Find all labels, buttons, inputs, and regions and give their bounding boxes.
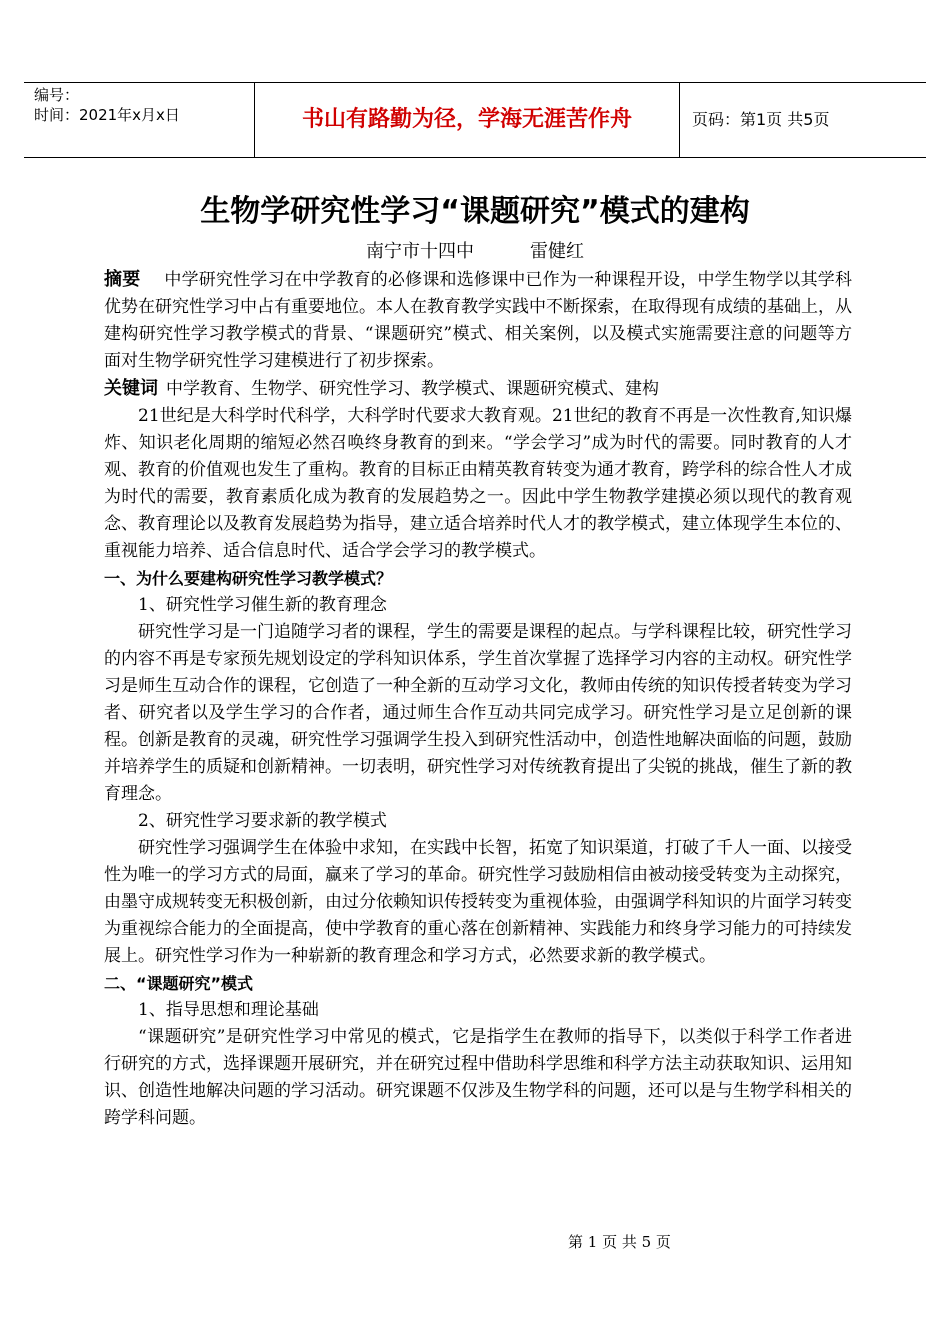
subsection-2-1-paragraph: “课题研究”是研究性学习中常见的模式，它是指学生在教师的指导下，以类似于科学工作者进行研究的方式，选择课题开展研究，并在研究过程中借助科学思维和科学方法主动获取知识、运用知识、创造性地解决问题的学习活动。研究课题不仅涉及生物学科的问题，还可以是与生物学科相关的跨学科问题。 — [104, 1027, 852, 1128]
abstract-paragraph — [104, 266, 852, 375]
section-2-heading: 二、“课题研究”模式 — [104, 974, 254, 993]
article-body — [104, 266, 852, 1132]
subsection-2-1-heading: 1、指导思想和理论基础 — [138, 1000, 319, 1020]
header-page-info: 页码：第1页 共5页 — [692, 110, 830, 129]
author-name: 雷健红 — [530, 241, 584, 262]
subsection-1-2-heading: 2、研究性学习要求新的教学模式 — [138, 811, 387, 831]
document-number-label: 编号： — [34, 86, 80, 104]
abstract-text: 中学研究性学习在中学教育的必修课和选修课中已作为一种课程开设，中学生物学以其学科优势在研究性学习中占有重要地位。本人在教育教学实践中不断探索，在取得现有成绩的基础上，从建构研究性学习教学模式的背景、“课题研究”模式、相关案例，以及模式实施需要注意的问题等方面对生物学研究性学习建模进行了初步探索。 — [104, 270, 852, 371]
section-1-heading: 一、为什么要建构研究性学习教学模式？ — [104, 569, 393, 588]
keywords-paragraph — [104, 375, 852, 403]
abstract-label: 摘要 — [104, 269, 141, 290]
document-time-label: 时间：2021年x月x日 — [34, 106, 180, 124]
document-header — [24, 82, 926, 158]
intro-paragraph: 21世纪是大科学时代科学，大科学时代要求大教育观。21世纪的教育不再是一次性教育,知识爆炸、知识老化周期的缩短必然召唤终身教育的到来。“学会学习”成为时代的需要。同时教育的人才观、教育的价值观也发生了重构。教育的目标正由精英教育转变为通才教育，跨学科的综合性人才成为时代的需要，教育素质化成为教育的发展趋势之一。因此中学生物教学建摸必须以现代的教育观念、教育理论以及教育发展趋势为指导，建立适合培养时代人才的教学模式，建立体现学生本位的、重视能力培养、适合信息时代、适合学会学习的教学模式。 — [104, 406, 852, 561]
subsection-1-2-paragraph: 研究性学习强调学生在体验中求知，在实践中长智，拓宽了知识渠道，打破了千人一面、以接受性为唯一的学习方式的局面，赢来了学习的革命。研究性学习鼓励相信由被动接受转变为主动探究，由墨守成规转变无积极创新，由过分依赖知识传授转变为重视体验，由强调学科知识的片面学习转变为重视综合能力的全面提高，使中学教育的重心落在创新精神、实践能力和终身学习能力的可持续发展上。研究性学习作为一种崭新的教育理念和学习方式，必然要求新的教学模式。 — [104, 838, 852, 966]
subsection-1-1-paragraph: 研究性学习是一门追随学习者的课程，学生的需要是课程的起点。与学科课程比较，研究性学习的内容不再是专家预先规划设定的学科知识体系，学生首次掌握了选择学习内容的主动权。研究性学习是师生互动合作的课程，它创造了一种全新的互动学习文化，教师由传统的知识传授者转变为学习者、研究者以及学生学习的合作者，通过师生合作互动共同完成学习。研究性学习是立足创新的课程。创新是教育的灵魂，研究性学习强调学生投入到研究性活动中，创造性地解决面临的问题，鼓励并培养学生的质疑和创新精神。一切表明，研究性学习对传统教育提出了尖锐的挑战，催生了新的教育理念。 — [104, 622, 852, 804]
keywords-text: 中学教育、生物学、研究性学习、教学模式、课题研究模式、建构 — [166, 379, 659, 399]
subsection-1-1-heading: 1、研究性学习催生新的教育理念 — [138, 595, 387, 615]
header-motto: 书山有路勤为径，学海无涯苦作舟 — [301, 107, 632, 132]
page-footer: 第 1 页 共 5 页 — [568, 1233, 671, 1251]
author-school: 南宁市十四中 — [366, 241, 474, 262]
article-title: 生物学研究性学习“课题研究”模式的建构 — [200, 194, 750, 229]
byline — [0, 238, 950, 266]
header-meta — [34, 85, 254, 125]
keywords-label: 关键词 — [104, 378, 158, 399]
header-divider — [679, 83, 680, 157]
